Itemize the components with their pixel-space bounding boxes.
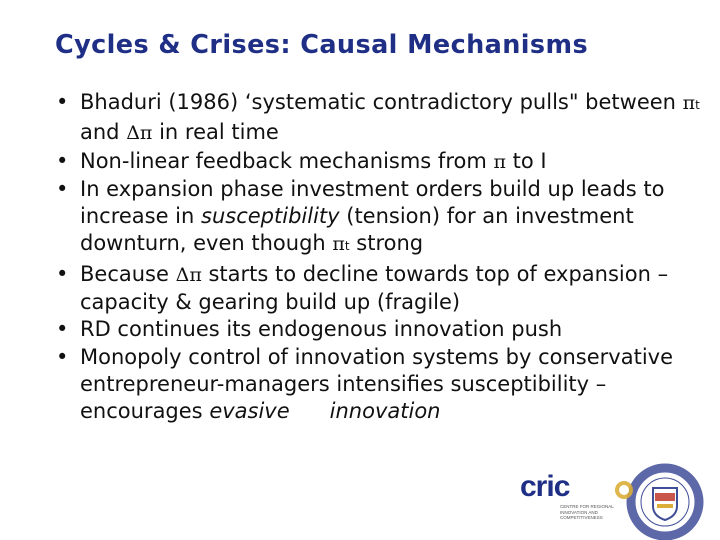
university-seal-icon: [610, 460, 710, 540]
bullet-text: RD continues its endogenous innovation push: [80, 317, 563, 342]
delta-pi-symbol: Δπ: [126, 122, 153, 145]
bullet-dot: •: [56, 344, 69, 369]
bullet-item: [55, 316, 705, 343]
delta-pi-symbol: Δπ: [175, 263, 202, 286]
subscript: t: [344, 239, 350, 254]
bullet-text: Non-linear feedback mechanisms from: [80, 148, 494, 173]
bullet-text: Bhaduri (1986) ‘systematic contradictory pulls" between: [80, 90, 683, 114]
bullet-text: In expansion phase investment orders build up leads to increase in: [80, 176, 665, 229]
bullet-text: strong: [349, 231, 424, 256]
bullet-item: [55, 261, 705, 317]
bullet-dot: •: [56, 176, 69, 201]
pi-symbol: π: [493, 150, 506, 173]
slide-title: Cycles & Crises: Causal Mechanisms: [55, 30, 589, 60]
pi-symbol: π: [682, 92, 696, 114]
logo-wordmark: cric: [520, 470, 570, 503]
bullet-dot: •: [56, 90, 69, 114]
subscript: t: [695, 98, 700, 112]
emphasis-text: innovation: [329, 399, 441, 424]
bullet-item: [55, 148, 705, 176]
bullet-text: (tension) for an investment downturn, even though: [80, 204, 634, 256]
bullet-list: [55, 89, 705, 426]
bullet-text: Because: [80, 261, 176, 286]
emphasis-text: susceptibility: [201, 204, 340, 229]
bullet-dot: •: [56, 148, 69, 173]
bullet-item: [55, 89, 705, 148]
bullet-text: in real time: [152, 120, 279, 145]
emphasis-text: evasive: [209, 399, 290, 424]
bullet-text: and: [80, 120, 127, 145]
bullet-item: [55, 344, 705, 426]
bullet-text: starts to decline towards top of expansion – capacity & gearing build up (fragile): [80, 261, 669, 315]
logo-tagline: CENTRE FOR REGIONAL INNOVATION AND COMPETITIVENESS: [560, 504, 614, 520]
bullet-dot: •: [56, 261, 69, 286]
pi-symbol: π: [332, 233, 345, 256]
bullet-item: [55, 176, 705, 261]
bullet-text: to I: [505, 148, 547, 173]
cric-logo: [520, 460, 710, 540]
bullet-dot: •: [56, 317, 69, 342]
bullet-text: Monopoly control of innovation systems by conservative entrepreneur-managers intensifies susceptibility – encourages: [80, 344, 674, 424]
